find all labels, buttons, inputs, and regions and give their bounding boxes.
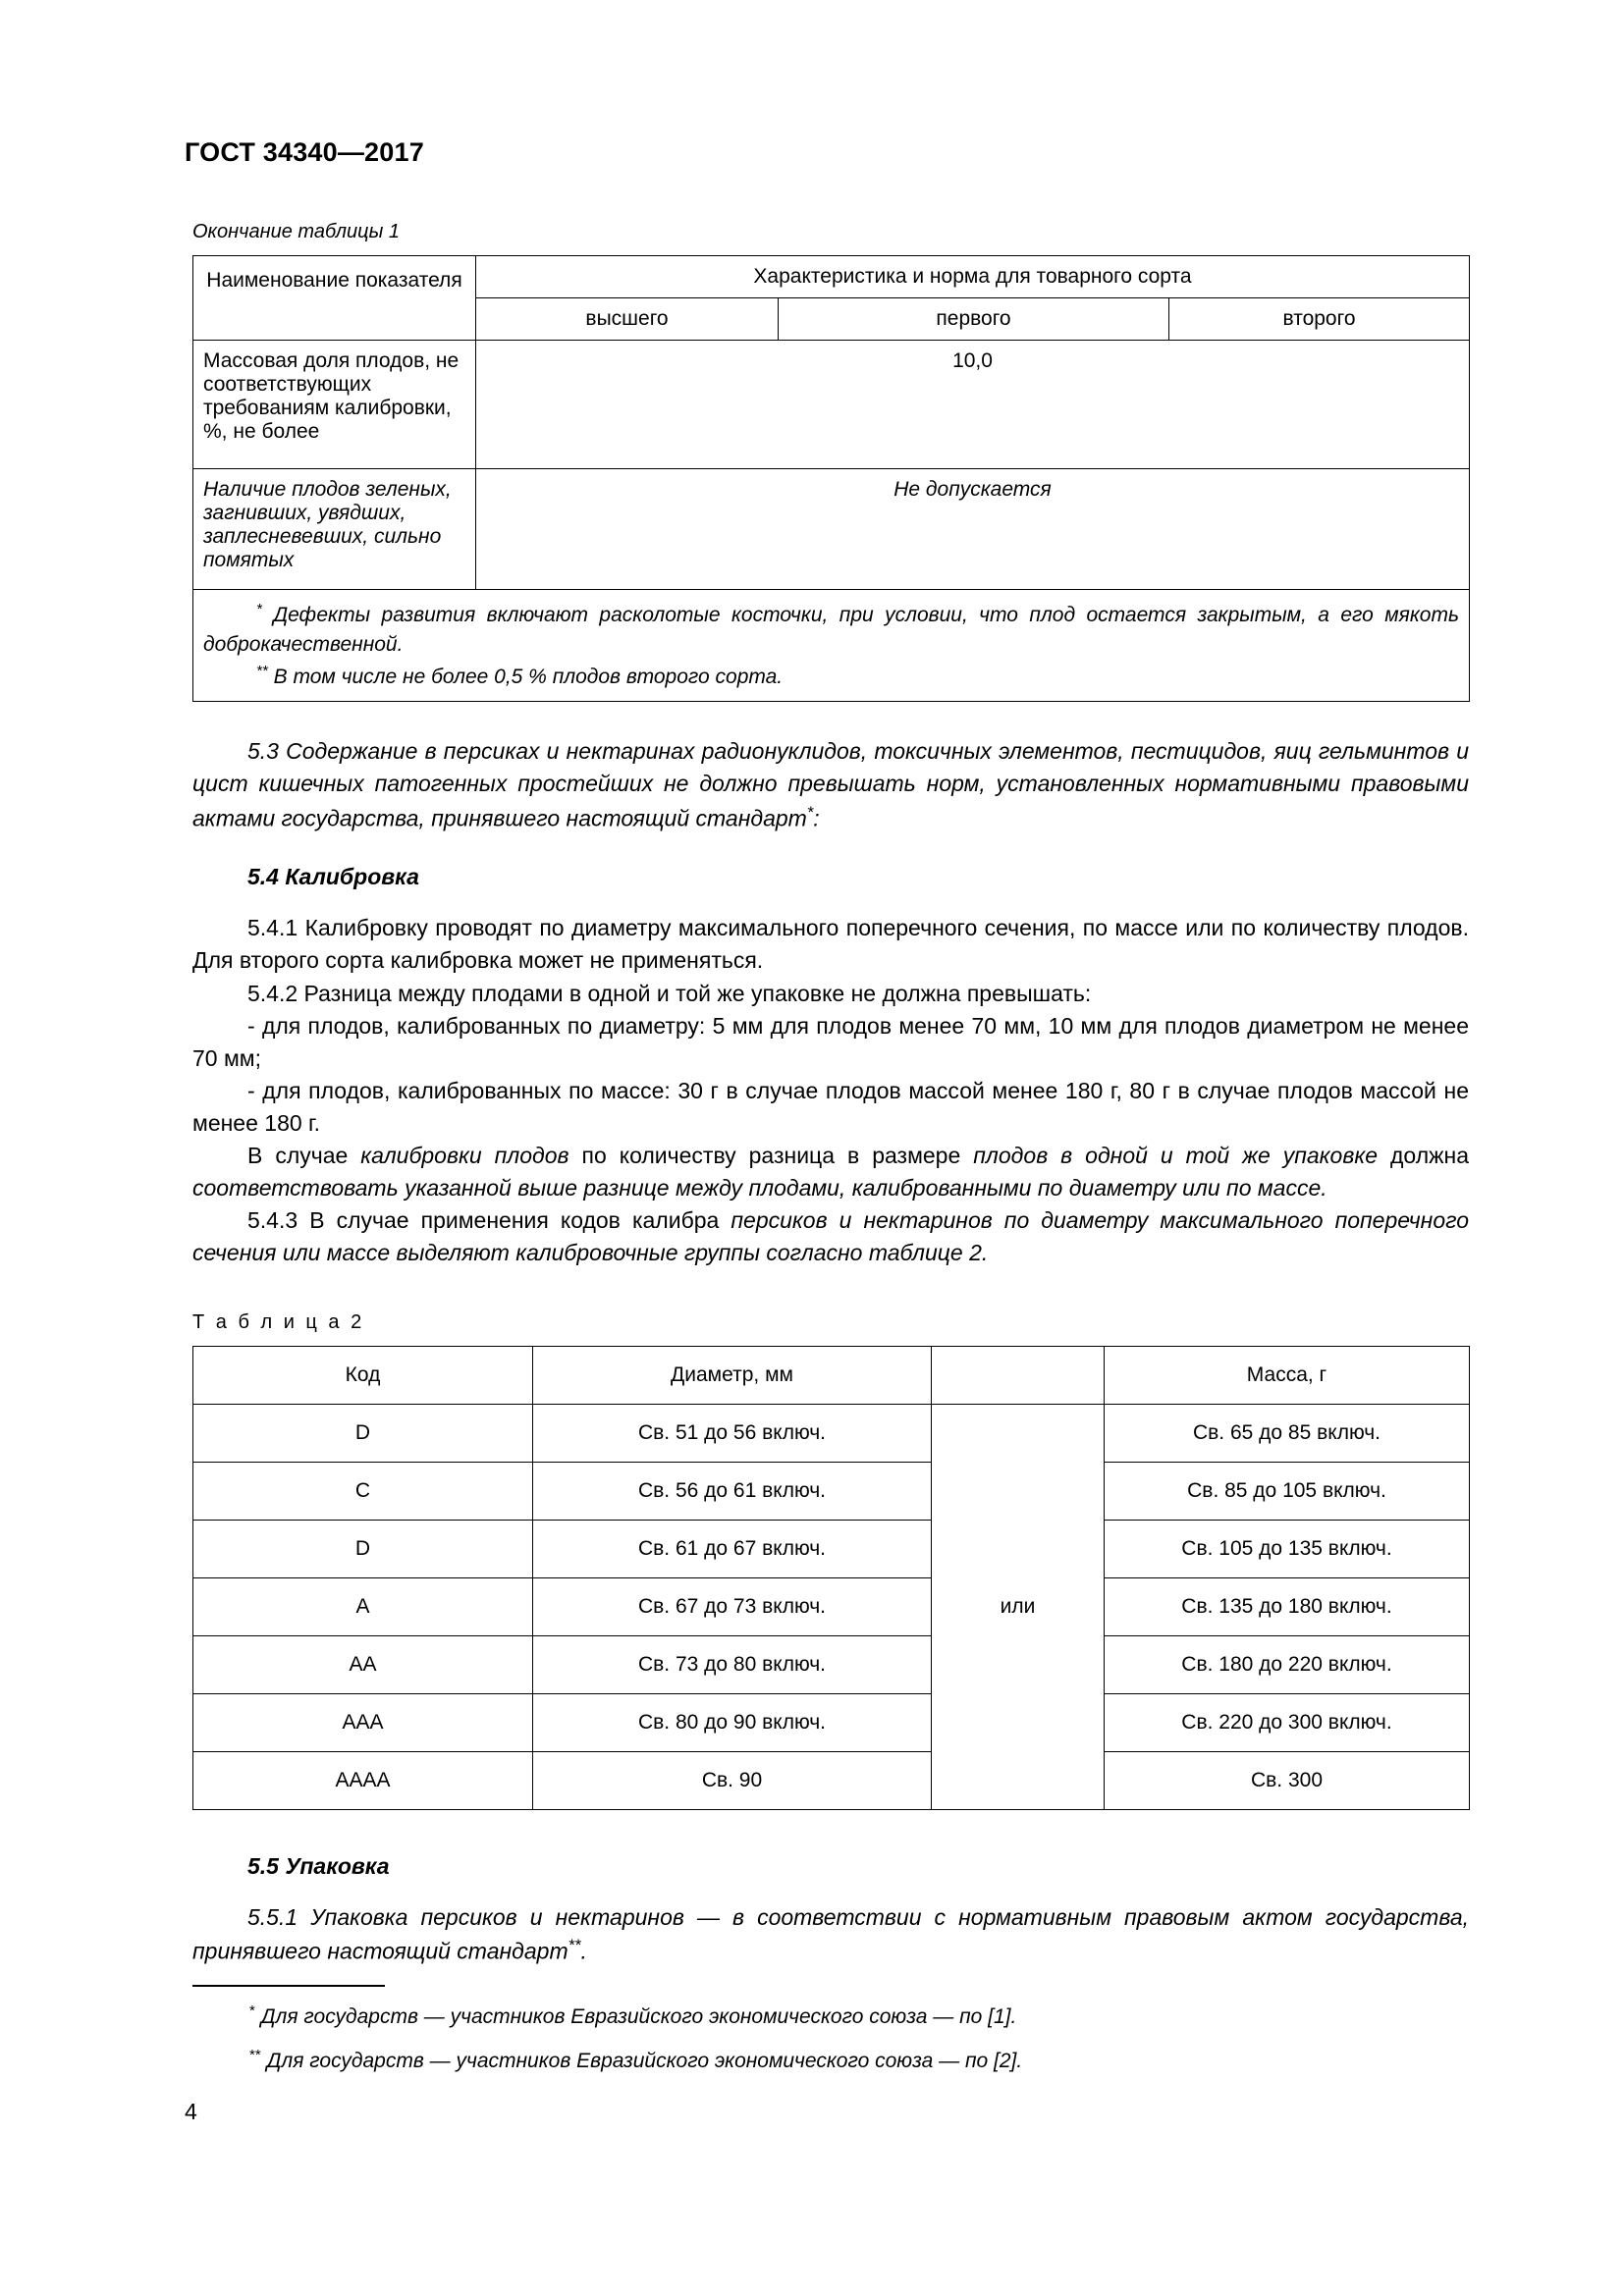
- page-footnote-2: [192, 2045, 1469, 2077]
- table-row: [193, 341, 1470, 469]
- paragraph-dash-2: - для плодов, калиброванных по массе: 30 г в случае плодов массой менее 180 г, 80 г в случае плодов массой не менее 180 г.: [192, 1077, 1469, 1136]
- table-row: [193, 469, 1470, 590]
- table2-row4-mass: Св. 135 до 180 включ.: [1105, 1577, 1470, 1635]
- paragraph-5-5-1-text: 5.5.1 Упаковка персиков и нектаринов — в соответствии с нормативным правовым актом государства, принявшего настоящий стандарт: [192, 1903, 1469, 1964]
- sizing-case-c: должна: [1378, 1143, 1469, 1169]
- table1-footnotes: [193, 590, 1470, 702]
- table2-row7-code: AAAA: [193, 1751, 533, 1809]
- table1-row1-indicator: Массовая доля плодов, не соответствующих требованиям калибровки, %, не более: [193, 341, 476, 469]
- table1-footnote-1-text: Дефекты развития включают расколотые косточки, при условии, что плод остается закрытым, а его мякоть доброкачественной.: [203, 604, 1460, 657]
- table2-row7-mass: Св. 300: [1105, 1751, 1470, 1809]
- paragraph-5-3-text: 5.3 Содержание в персиках и нектаринах радионуклидов, токсичных элементов, пестицидов, яиц гельминтов и цист кишечных патогенных простейших не должно превышать норм, установленных нормативными правовыми актами государства, принявшего настоящий стандарт: [192, 738, 1469, 831]
- sizing-case-i2: плодов в одной и той же упаковке: [973, 1143, 1378, 1169]
- table2-header-diameter: Диаметр, мм: [533, 1346, 932, 1404]
- table2-row6-mass: Св. 220 до 300 включ.: [1105, 1693, 1470, 1751]
- footnote-ref-1: *: [806, 802, 814, 822]
- table1-header-group: Характеристика и норма для товарного сорта: [476, 256, 1470, 298]
- table1-row2-indicator: Наличие плодов зеленых, загнивших, увядших, заплесневевших, сильно помятых: [193, 469, 476, 590]
- table-row: [193, 1751, 1470, 1809]
- table1-header-indicator: Наименование показателя: [193, 256, 476, 341]
- table2-row7-diameter: Св. 90: [533, 1751, 932, 1809]
- page-content: [192, 221, 1469, 1967]
- table2-or-label: или: [932, 1404, 1105, 1809]
- page-footnote-1-text: Для государств — участников Евразийского экономического союза — по [1].: [260, 2005, 1017, 2028]
- table-row: [193, 1577, 1470, 1635]
- table-row: [193, 1693, 1470, 1751]
- table2-row1-code: D: [193, 1404, 533, 1462]
- page-footnotes: [192, 1985, 1469, 2088]
- table1-header-grade-first: первого: [779, 298, 1169, 341]
- table1-header-grade-high: высшего: [476, 298, 779, 341]
- footnote-marker-2: **: [256, 662, 268, 679]
- table-row: [193, 1635, 1470, 1693]
- table1-footnote-1: [203, 599, 1459, 661]
- table1-row2-value: Не допускается: [476, 469, 1470, 590]
- paragraph-sizing-case: [192, 1140, 1469, 1204]
- table2-row3-diameter: Св. 61 до 67 включ.: [533, 1520, 932, 1577]
- page-footnote-2-text: Для государств — участников Евразийского экономического союза — по [2].: [266, 2049, 1023, 2072]
- table2-row4-diameter: Св. 67 до 73 включ.: [533, 1577, 932, 1635]
- table1-caption: Окончание таблицы 1: [192, 221, 401, 242]
- table2-row3-mass: Св. 105 до 135 включ.: [1105, 1520, 1470, 1577]
- footnote-separator-rule: [192, 1985, 385, 1987]
- table2-row2-mass: Св. 85 до 105 включ.: [1105, 1462, 1470, 1520]
- table2-row5-diameter: Св. 73 до 80 включ.: [533, 1635, 932, 1693]
- table2-header-code: Код: [193, 1346, 533, 1404]
- table2-row5-code: AA: [193, 1635, 533, 1693]
- heading-5-5: 5.5 Упаковка: [247, 1852, 390, 1879]
- paragraph-5-4-3: [192, 1204, 1469, 1269]
- sizing-case-i1: калибровки плодов: [360, 1143, 569, 1169]
- paragraph-5-3-tail: :: [813, 805, 820, 831]
- table1-footnote-2: [203, 661, 1459, 692]
- sizing-case-a: В случае: [247, 1143, 361, 1169]
- table1-header-grade-second: второго: [1169, 298, 1470, 341]
- table2-row6-diameter: Св. 80 до 90 включ.: [533, 1693, 932, 1751]
- paragraph-dash-1: - для плодов, калиброванных по диаметру: 5 мм для плодов менее 70 мм, 10 мм для плодов диаметром не менее 70 мм;: [192, 1012, 1469, 1071]
- table1-header-row-1: [193, 256, 1470, 298]
- table-2: [192, 1346, 1470, 1810]
- paragraph-5-5-1-tail: .: [580, 1938, 587, 1964]
- table2-row5-mass: Св. 180 до 220 включ.: [1105, 1635, 1470, 1693]
- table1-footnote-2-text: В том числе не более 0,5 % плодов второго сорта.: [273, 665, 784, 688]
- table2-row2-diameter: Св. 56 до 61 включ.: [533, 1462, 932, 1520]
- table-row: [193, 1462, 1470, 1520]
- running-head: ГОСТ 34340—2017: [185, 137, 424, 167]
- table2-row2-code: C: [193, 1462, 533, 1520]
- table-row: [193, 1404, 1470, 1462]
- page-footnote-2-marker: **: [249, 2046, 261, 2063]
- paragraph-5-4-3-i: персиков и нектаринов по диаметру максимального поперечного сечения или массе выделяют калибровочные группы согласно таблице 2.: [192, 1207, 1469, 1266]
- page-number: 4: [185, 2099, 197, 2124]
- table-1: [192, 255, 1470, 702]
- sizing-case-i3: соответствовать указанной выше разнице между плодами, калиброванными по диаметру или по массе.: [192, 1175, 1327, 1201]
- page-footnote-1: [192, 2001, 1469, 2033]
- table2-row6-code: AAA: [193, 1693, 533, 1751]
- table-row: [193, 1520, 1470, 1577]
- section-5-3: [192, 735, 1469, 834]
- paragraph-5-4-2: 5.4.2 Разница между плодами в одной и той же упаковке не должна превышать:: [247, 980, 1092, 1006]
- table2-header-row: [193, 1346, 1470, 1404]
- table2-row1-diameter: Св. 51 до 56 включ.: [533, 1404, 932, 1462]
- footnote-marker-1: *: [256, 601, 262, 617]
- table2-row3-code: D: [193, 1520, 533, 1577]
- paragraph-5-4-1: 5.4.1 Калибровку проводят по диаметру максимального поперечного сечения, по массе или по количеству плодов. Для второго сорта калибровка может не применяться.: [192, 915, 1469, 974]
- table1-row1-value: 10,0: [476, 341, 1470, 469]
- table2-header-mass: Масса, г: [1105, 1346, 1470, 1404]
- table2-row1-mass: Св. 65 до 85 включ.: [1105, 1404, 1470, 1462]
- footnote-ref-2: **: [568, 1935, 581, 1954]
- paragraph-5-3: [192, 735, 1469, 834]
- table1-footnote-row: [193, 590, 1470, 702]
- paragraph-5-5-1: [192, 1901, 1469, 1968]
- sizing-case-b: по количеству разница в размере: [568, 1143, 974, 1169]
- heading-5-4: 5.4 Калибровка: [247, 864, 419, 890]
- page-footnote-1-marker: *: [249, 2002, 255, 2019]
- paragraph-5-4-3-a: 5.4.3 В случае применения кодов калибра: [247, 1207, 731, 1234]
- table2-caption: Т а б л и ц а 2: [192, 1310, 365, 1333]
- table2-row4-code: A: [193, 1577, 533, 1635]
- table2-or-spacer-top: [932, 1346, 1105, 1404]
